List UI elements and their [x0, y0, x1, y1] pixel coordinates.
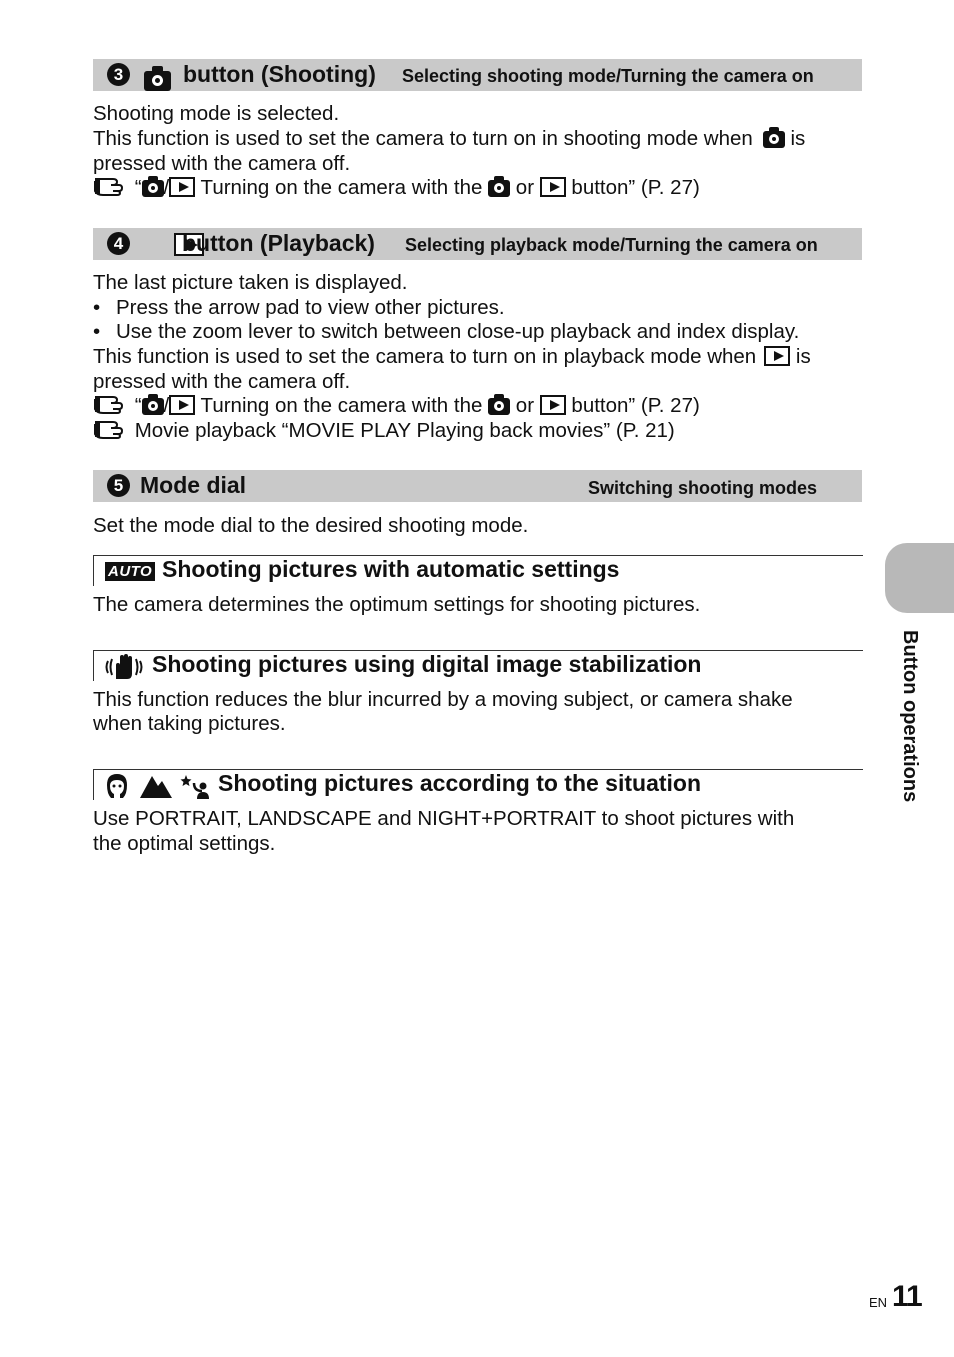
- camera-icon: [488, 180, 510, 197]
- playback-icon: [540, 177, 566, 197]
- s3-ref-or: or: [510, 176, 540, 199]
- scene-mode-body-2: the optimal settings.: [93, 832, 276, 855]
- s4-line-2-end: is: [795, 345, 811, 368]
- section-4-title: button (Playback): [182, 230, 375, 256]
- section-5-title: Mode dial: [140, 472, 247, 498]
- s4-bullet-1: [93, 296, 505, 320]
- camera-icon: [144, 71, 171, 91]
- s4-bullet-1-text: Press the arrow pad to view other pictures.: [116, 296, 505, 319]
- landscape-icon: [140, 774, 172, 798]
- s4-line-2-text: This function is used to set the camera to turn on in playback mode when: [93, 345, 757, 368]
- chapter-label-text: Button operations: [899, 630, 921, 803]
- s4-ref-text: Turning on the camera with the: [195, 394, 489, 417]
- playback-icon: [540, 395, 566, 415]
- s4-bullet-2-text: Use the zoom lever to switch between close-up playback and index display.: [116, 320, 800, 343]
- camera-icon: [142, 180, 164, 197]
- s4-bullet-2: [93, 320, 799, 344]
- section-number-4: 4: [107, 232, 130, 255]
- dis-mode-body-1: This function reduces the blur incurred by a moving subject, or camera shake: [93, 688, 793, 711]
- bullet: •: [93, 320, 101, 343]
- playback-icon: [764, 346, 790, 366]
- s5-line-1: Set the mode dial to the desired shooting mode.: [93, 514, 529, 537]
- auto-mode-icon: AUTO: [105, 562, 155, 581]
- camera-icon: [763, 131, 785, 148]
- section-3-title: button (Shooting): [183, 61, 376, 87]
- s3-ref-quote: “: [134, 176, 142, 199]
- footer-lang: EN: [869, 1295, 888, 1310]
- playback-icon: [169, 395, 195, 415]
- section-number-5: 5: [107, 474, 130, 497]
- night-portrait-icon: [180, 773, 210, 799]
- s4-line-3: pressed with the camera off.: [93, 370, 351, 393]
- s4-ref-2-text: Movie playback “MOVIE PLAY Playing back movies” (P. 21): [129, 419, 675, 442]
- bullet: •: [93, 296, 101, 319]
- s4-reference-1: [93, 394, 700, 418]
- s3-ref-end: button” (P. 27): [565, 176, 700, 199]
- dis-mode-body-2: when taking pictures.: [93, 712, 286, 735]
- s3-reference: [93, 176, 700, 200]
- s3-line-1: Shooting mode is selected.: [93, 102, 340, 125]
- reference-hand-icon: [93, 176, 129, 196]
- scene-mode-body-1: Use PORTRAIT, LANDSCAPE and NIGHT+PORTRAIT to shoot pictures with: [93, 807, 795, 830]
- stabilization-hand-icon: [104, 653, 144, 681]
- scene-mode-title: Shooting pictures according to the situation: [218, 770, 702, 796]
- s4-ref-slash: /: [163, 394, 170, 417]
- section-4-subtitle: Selecting playback mode/Turning the camera on: [405, 235, 818, 255]
- s3-line-2-text: This function is used to set the camera to turn on in shooting mode when: [93, 127, 753, 150]
- section-5-subtitle: Switching shooting modes: [588, 478, 817, 498]
- s4-ref-end: button” (P. 27): [565, 394, 700, 417]
- section-3-subtitle: Selecting shooting mode/Turning the camera on: [402, 66, 814, 86]
- s3-line-2-end: is: [790, 127, 806, 150]
- s3-line-2: [93, 127, 805, 151]
- auto-mode-title: Shooting pictures with automatic settings: [162, 556, 620, 582]
- s3-ref-slash: /: [163, 176, 170, 199]
- reference-hand-icon: [93, 394, 129, 414]
- camera-icon: [488, 398, 510, 415]
- chapter-label: [885, 630, 935, 830]
- chapter-tab: [885, 543, 954, 613]
- reference-hand-icon: [93, 419, 129, 439]
- s4-line-2: [93, 345, 811, 369]
- portrait-icon: [104, 772, 130, 800]
- s4-ref-quote: “: [134, 394, 142, 417]
- auto-mode-body: The camera determines the optimum settings for shooting pictures.: [93, 593, 701, 616]
- playback-icon: [169, 177, 195, 197]
- s4-line-1: The last picture taken is displayed.: [93, 271, 408, 294]
- dis-mode-title: Shooting pictures using digital image stabilization: [152, 651, 702, 677]
- s4-ref-or: or: [510, 394, 540, 417]
- s3-ref-text: Turning on the camera with the: [195, 176, 489, 199]
- camera-icon: [142, 398, 164, 415]
- s4-reference-2: [93, 419, 675, 443]
- section-number-3: 3: [107, 63, 130, 86]
- page-number: 11: [892, 1280, 922, 1313]
- s3-line-3: pressed with the camera off.: [93, 152, 351, 175]
